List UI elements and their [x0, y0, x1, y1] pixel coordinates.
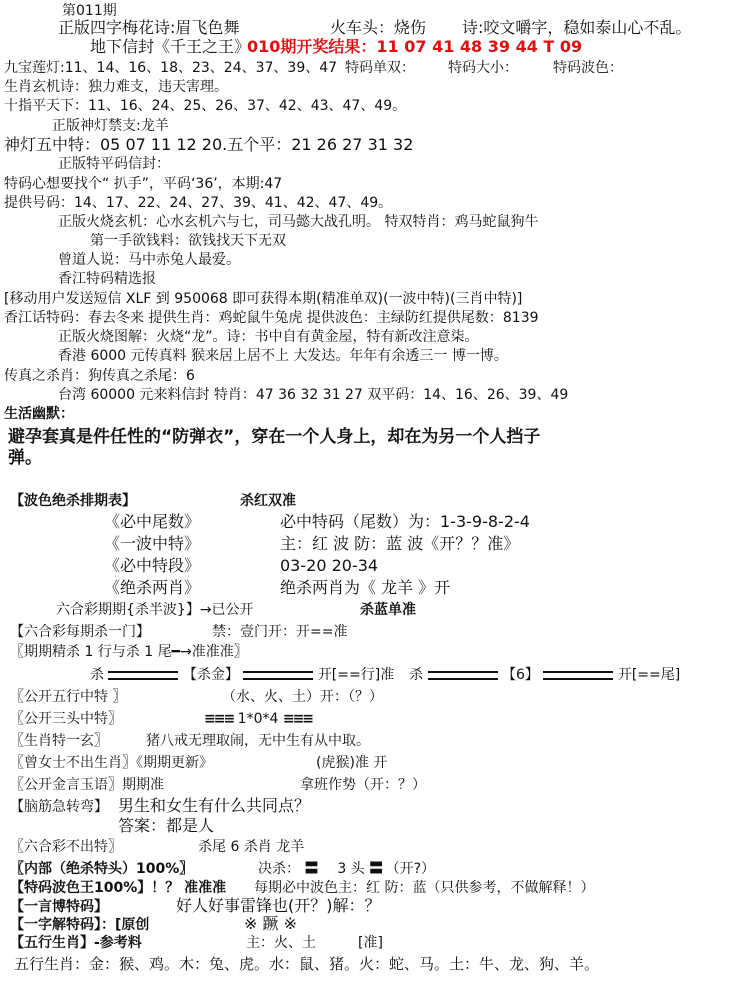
kill-metal: 【杀金】 [182, 667, 239, 683]
poem-text: 诗:咬文嚼字，稳如泰山心不乱。 [462, 18, 692, 37]
fax-kill-hint: 传真之杀肖：狗传真之杀尾：6 [4, 368, 195, 384]
ms-zeng-label: 〖曾女士不出生肖〗《期期更新》 [10, 755, 213, 771]
open-question: （开?） [385, 861, 436, 877]
kill-two-zodiac-label: 《绝杀两肖》 [104, 578, 201, 597]
issue-number: 第011期 [62, 3, 117, 19]
train-head: 火车头：烧伤 [330, 18, 427, 37]
kill-red-double: 杀红双准 [240, 493, 296, 509]
wave-color-label: 特码波色： [553, 60, 623, 76]
wave-pick-label: 《一波中特》 [104, 534, 201, 553]
lotus-lamp-numbers: 九宝莲灯:11、14、16、18、23、24、37、39、47 [4, 60, 338, 76]
tail-numbers-value: 必中特码（尾数）为：1-3-9-8-2-4 [280, 512, 530, 531]
humor-heading: 生活幽默： [4, 406, 74, 422]
segment-value: 03-20 20-34 [280, 556, 379, 575]
internal-kill-head-label: 〖内部（绝杀特头）100%〗 [10, 861, 194, 877]
five-elements-label: 〖公开五行中特 〗 [10, 689, 127, 705]
no-special-label: 〖六合彩不出特〗 [10, 839, 122, 855]
half-wave-label: 六合彩期期{杀半波}】→已公开 [56, 602, 254, 618]
fire-diagram-hint: 正版火烧图解：火烧“龙”。诗：书中自有黄金屋，特有新改注意柒。 [58, 329, 479, 345]
riddle-question: 男生和女生有什么共同点？ [118, 796, 311, 815]
xiangjiang-hint: 香江话特码：春去冬来 提供生肖：鸡蛇鼠牛兔虎 提供波色：主绿防红提供尾数：8139 [4, 310, 539, 326]
fire-mystery: 正版火烧玄机：心水玄机六与七，司马懿大战孔明。 特双特肖：鸡马蛇鼠狗牛 [58, 214, 539, 230]
tail-numbers-label: 《必中尾数》 [104, 512, 201, 531]
kill-one-door-value: 禁：壹门开：开==准 [212, 624, 348, 640]
kill-tail: 【6】 [502, 667, 539, 683]
provided-numbers: 提供号码：14、17、22、24、27、39、41、42、47、49。 [4, 195, 393, 211]
three-heads-value: 1*0*4 [237, 711, 279, 727]
decisive-kill-label: 决杀： [258, 861, 300, 877]
five-element-zodiac-label: 【五行生肖】-参考料 [10, 935, 142, 951]
triple-bar-decoration: ≡≡≡ [282, 711, 313, 727]
riddle-label: 【脑筋急转弯】 [10, 799, 108, 815]
golden-words-value: 拿班作势（开：？） [300, 777, 426, 793]
three-heads-value-row [204, 710, 312, 728]
hongkong-fax-hint: 香港 6000 元传真料 猴来居上居不上 大发达。年年有余透三一 博一博。 [58, 348, 508, 364]
special-number-riddle: 特码心想要找个“ 扒手”，平码‘36’，本期:47 [4, 176, 283, 192]
no-special-value: 杀尾 6 杀肖 龙羊 [198, 839, 305, 855]
bar-decoration: 〓 [304, 861, 317, 877]
one-char-hint-label: 【一字解特码】：[原创 [10, 917, 150, 933]
internal-kill-head-row [258, 860, 435, 878]
double-line-divider [428, 671, 498, 680]
wave-pick-value: 主：红 波 防：蓝 波《开？？准》 [280, 534, 520, 553]
humor-text-line1: 避孕套真是件任性的“防弹衣”，穿在一个人身上，却在为另一个人挡子 [8, 427, 541, 447]
odd-even-label: 特码单双： [345, 60, 415, 76]
ms-zeng-value: (虎猴)准 开 [316, 755, 388, 771]
humor-text-line2: 弹。 [8, 448, 42, 468]
kill-element-tail-title: 〖期期精杀 1 行与杀 1 尾━→准准准〗 [10, 644, 248, 660]
kill-label: 杀 [90, 667, 104, 683]
zodiac-mystery-value: 猪八戒无理取闹，无中生有从中取。 [146, 733, 370, 749]
xiangjiang-title: 香江特码精选报 [58, 271, 156, 287]
kill-one-door-label: 【六合彩每期杀一门】 [10, 624, 150, 640]
sms-promo: [移动用户发送短信 XLF 到 950068 即可获得本期(精准单双)(一波中特)(三肖中特)] [4, 291, 523, 307]
double-line-divider [243, 671, 313, 680]
five-element-zodiac-main: 主：火、土 [246, 935, 316, 951]
five-elements-value: （水、火、土）开：（？） [222, 689, 383, 705]
kill-two-zodiac-value: 绝杀两肖为《 龙羊 》开 [280, 578, 451, 597]
wave-king-label: 【特码波色王100%】！？ 准准准 [10, 880, 227, 896]
riddle-answer: 答案：都是人 [118, 816, 215, 835]
wave-table-heading: 【波色绝杀排期表】 [10, 493, 136, 509]
double-line-divider [543, 671, 613, 680]
plum-poem-title: 正版四字梅花诗:眉飞色舞 [58, 18, 240, 37]
three-heads-label: 〖公开三头中特〗 [10, 711, 122, 727]
zodiac-mystery-label: 〖生肖特一玄〗 [10, 733, 108, 749]
ten-fingers-numbers: 十指平天下：11、16、24、25、26、37、42、43、47、49。 [4, 98, 407, 114]
kill-blue-single: 杀蓝单准 [360, 602, 416, 618]
zodiac-hint-poem: 生肖玄机诗：独力难支，违天害理。 [4, 79, 228, 95]
segment-label: 《必中特段》 [104, 556, 201, 575]
taiwan-envelope-hint: 台湾 60000 元来料信封 特肖：47 36 32 31 27 双平码：14、16、26、39、49 [58, 387, 569, 403]
double-line-divider [108, 671, 178, 680]
envelope-title: 地下信封《千王之王》 [90, 37, 251, 56]
open-tail: 开[==尾] [617, 667, 681, 683]
previous-draw-result: 010期开奖结果：11 07 41 48 39 44 T 09 [247, 37, 583, 56]
bar-decoration: 〓 [369, 861, 382, 877]
kill-element-row [90, 666, 680, 684]
one-char-hint-value: ※ 蹶 ※ [244, 914, 297, 933]
five-element-zodiac-list: 五行生肖：金：猴、鸡。木：兔、虎。水：鼠、猪。火：蛇、马。土：牛、龙、狗、羊。 [14, 955, 600, 973]
golden-words-label: 〖公开金言玉语〗期期准 [10, 777, 164, 793]
one-word-hint-value: 好人好事雷锋也(开？)解：？ [176, 896, 381, 915]
lamp-forbidden-zodiac: 正版神灯禁支:龙羊 [52, 118, 169, 134]
first-hand-material: 第一手欲钱料：欲钱找天下无双 [90, 233, 286, 249]
open-element: 开[==行]准 [317, 667, 395, 683]
head-value: 3 头 [337, 861, 365, 877]
one-word-hint-label: 【一言博特码】 [10, 899, 108, 915]
triple-bar-decoration: ≡≡≡ [204, 711, 234, 727]
special-envelope-title: 正版特平码信封： [58, 156, 170, 172]
big-small-label: 特码大小： [448, 60, 518, 76]
five-element-zodiac-accurate: [准] [358, 935, 383, 951]
taoist-saying: 曾道人说：马中赤兔人最爱。 [58, 252, 240, 268]
kill-label: 杀 [409, 667, 424, 683]
wave-king-value: 每期必中波色主：红 防：蓝（只供参考，不做解释！） [254, 880, 595, 896]
lamp-five-numbers: 神灯五中特：05 07 11 12 20.五个平：21 26 27 31 32 [4, 135, 414, 154]
